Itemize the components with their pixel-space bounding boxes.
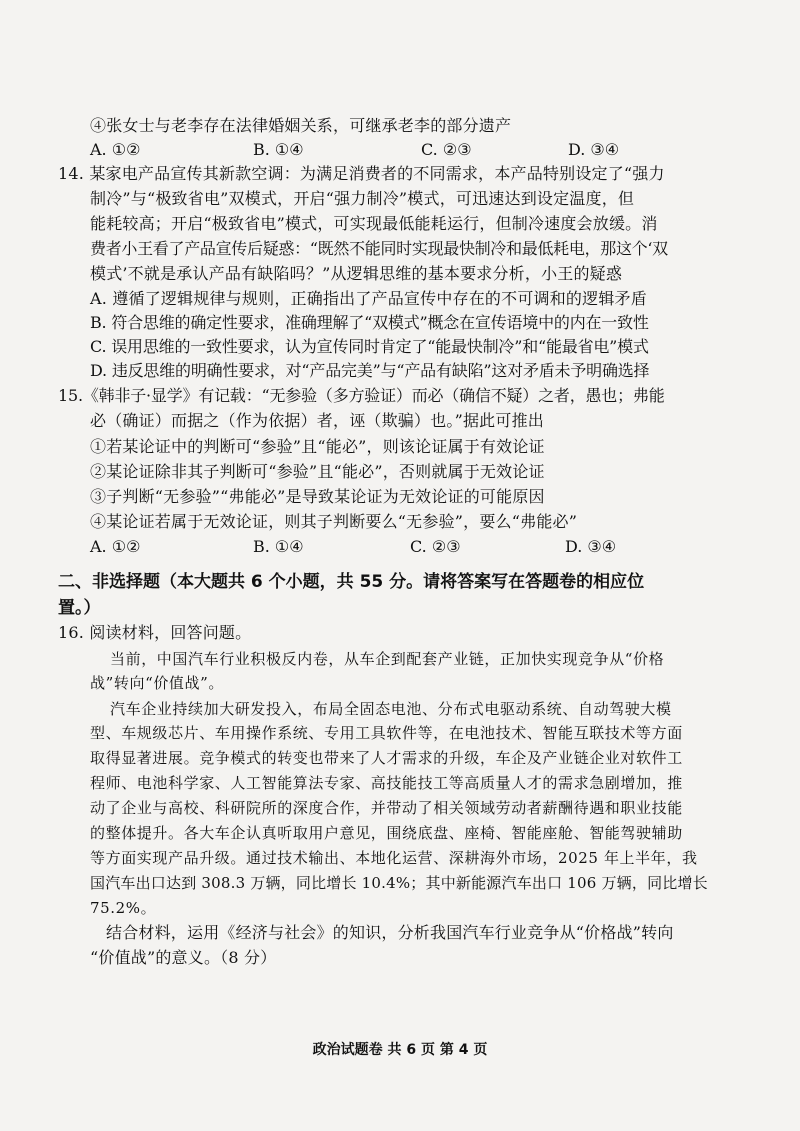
q13-option-c[interactable]: C. ②③ (421, 140, 472, 159)
q16-material-line: 汽车企业持续加大研发投入，布局全固态电池、分布式电驱动系统、自动驾驶大模 (110, 700, 672, 718)
q15-option-d[interactable]: D. ③④ (565, 537, 617, 556)
q14-choice-d[interactable]: D. 违反思维的明确性要求，对“产品完美”与“产品有缺陷”这对矛盾未予明确选择 (90, 361, 650, 380)
q16-material-line: 程师、电池科学家、人工智能算法专家、高技能技工等高质量人才的需求急剧增加，推 (90, 774, 683, 792)
q14-stem-line: 费者小王看了产品宣传后疑惑：“既然不能同时实现最快制冷和最低耗电，那这个‘双 (90, 239, 668, 258)
q14-stem-line: 14. 某家电产品宣传其新款空调：为满足消费者的不同需求，本产品特别设定了“强力 (58, 164, 665, 183)
q14-stem-line: 能耗较高；开启“极致省电”模式，可实现最低能耗运行，但制冷速度会放缓。消 (90, 214, 658, 233)
q16-stem: 16. 阅读材料，回答问题。 (58, 623, 252, 642)
q16-question-line: 结合材料，运用《经济与社会》的知识，分析我国汽车行业竞争从“价格战”转向 (106, 923, 674, 942)
q13-option-b[interactable]: B. ①④ (253, 140, 304, 159)
q14-choice-b[interactable]: B. 符合思维的确定性要求，准确理解了“双模式”概念在宣传语境中的内在一致性 (90, 313, 649, 332)
q14-stem-line: 制冷”与“极致省电”双模式，开启“强力制冷”模式，可迅速达到设定温度，但 (90, 189, 635, 208)
q16-material-line: 的整体提升。各大车企认真听取用户意见，围绕底盘、座椅、智能座舱、智能驾驶辅助 (90, 824, 683, 842)
q16-material-line: 国汽车出口达到 308.3 万辆，同比增长 10.4%；其中新能源汽车出口 106 万辆，同比增长 (90, 874, 708, 892)
q15-options (90, 536, 730, 558)
q15-option-c[interactable]: C. ②③ (410, 537, 461, 556)
q16-material-line: 等方面实现产品升级。通过技术输出、本地化运营、深耕海外市场，2025 年上半年，我 (90, 849, 698, 867)
q15-statement-1: ①若某论证中的判断可“参验”且“能必”，则该论证属于有效论证 (90, 437, 545, 456)
q16-material-line: 型、车规级芯片、车用操作系统、专用工具软件等，在电池技术、智能互联技术等方面 (90, 724, 683, 742)
q15-option-b[interactable]: B. ①④ (253, 537, 304, 556)
q16-material-line: 取得显著进展。竞争模式的转变也带来了人才需求的升级，车企及产业链企业对软件工 (90, 749, 683, 767)
q14-choice-c[interactable]: C. 误用思维的一致性要求，认为宣传同时肯定了“能最快制冷”和“能最省电”模式 (90, 337, 649, 356)
page-footer: 政治试题卷 共 6 页 第 4 页 (312, 1042, 488, 1058)
q15-statement-4: ④某论证若属于无效论证，则其子判断要么“无参验”，要么“弗能必” (90, 512, 578, 531)
section-heading-cont: 置。） (58, 598, 101, 618)
q16-material-line: 当前，中国汽车行业积极反内卷，从车企到配套产业链，正加快实现竞争从“价格 (110, 650, 665, 668)
q15-statement-3: ③子判断“无参验”“弗能必”是导致某论证为无效论证的可能原因 (90, 487, 545, 506)
q16-question-line: “价值战”的意义。（8 分） (90, 948, 277, 967)
q13-option-d[interactable]: D. ③④ (568, 140, 620, 159)
q15-option-a[interactable]: A. ①② (90, 537, 141, 556)
q16-material-line: 动了企业与高校、科研院所的深度合作，并带动了相关领域劳动者薪酬待遇和职业技能 (90, 799, 683, 817)
q16-material-line: 战”转向“价值战”。 (90, 674, 225, 692)
section-heading: 二、非选择题（本大题共 6 个小题，共 55 分。请将答案写在答题卷的相应位 (58, 572, 645, 592)
q15-statement-2: ②某论证除非其子判断可“参验”且“能必”，否则就属于无效论证 (90, 462, 545, 481)
q13-options (90, 139, 730, 161)
q16-material-line: 75.2%。 (90, 899, 157, 917)
q13-option-a[interactable]: A. ①② (90, 140, 141, 159)
q14-stem-line: 模式’不就是承认产品有缺陷吗？”从逻辑思维的基本要求分析，小王的疑惑 (90, 264, 623, 283)
q15-stem-line: 15.《韩非子·显学》有记载：“无参验（多方验证）而必（确信不疑）之者，愚也；弗能 (58, 386, 665, 405)
q13-statement-4: ④张女士与老李存在法律婚姻关系，可继承老李的部分遗产 (90, 116, 512, 135)
q15-stem-line: 必（确证）而据之（作为依据）者，诬（欺骗）也。”据此可推出 (90, 411, 544, 430)
q14-choice-a[interactable]: A. 遵循了逻辑规律与规则，正确指出了产品宣传中存在的不可调和的逻辑矛盾 (90, 289, 647, 308)
